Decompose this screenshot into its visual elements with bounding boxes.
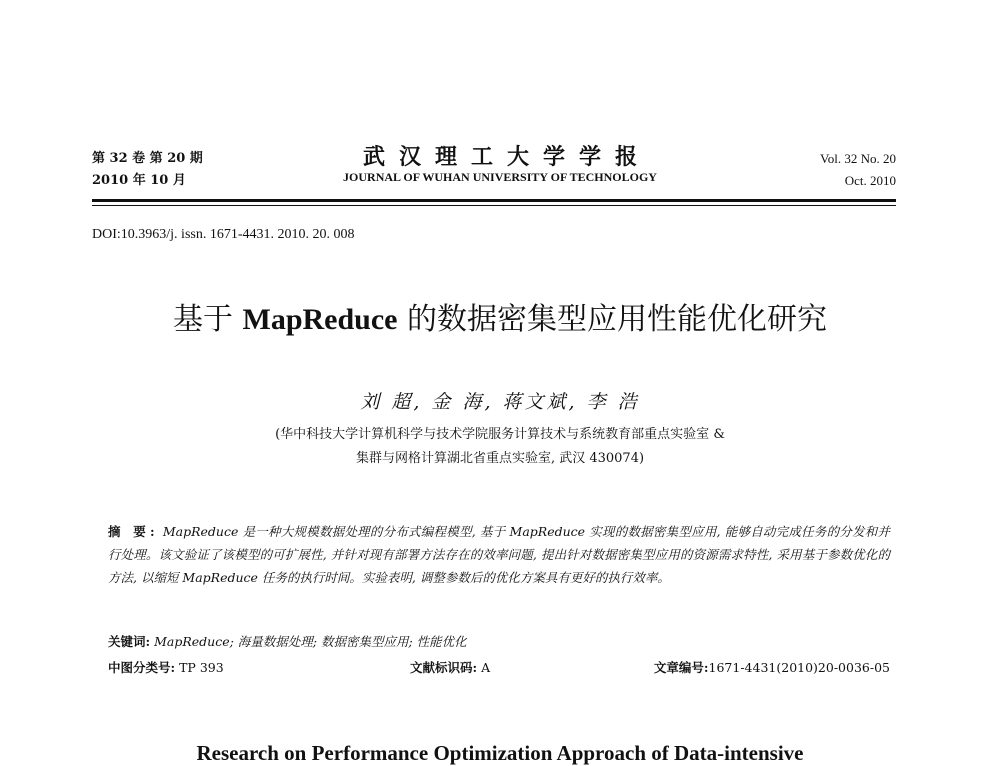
- paper-title-cn: [0, 294, 1000, 338]
- keywords-label: 关键词:: [108, 634, 151, 649]
- title-suffix: 的数据密集型应用性能优化研究: [397, 302, 828, 337]
- keywords-text: MapReduce; 海量数据处理; 数据密集型应用; 性能优化: [150, 634, 467, 649]
- article-no-label: 文章编号:: [653, 660, 709, 675]
- header-rule-thin: [92, 205, 896, 206]
- document-code: [410, 658, 490, 676]
- clc-label: 中图分类号:: [108, 660, 176, 675]
- affiliation-line-1: (华中科技大学计算机科学与技术学院服务计算技术与系统教育部重点实验室 &: [275, 427, 725, 442]
- doc-code-label: 文献标识码:: [410, 660, 478, 675]
- title-keyword: MapReduce: [242, 303, 398, 336]
- abstract: [108, 520, 890, 589]
- volume-issue-en: Vol. 32 No. 20: [820, 151, 896, 166]
- date-cn: 2010 年 10 月: [92, 173, 186, 188]
- clc-number: [108, 658, 224, 676]
- article-no-value: 1671-4431(2010)20-0036-05: [708, 660, 890, 675]
- date-en: Oct. 2010: [844, 173, 896, 188]
- abstract-text: MapReduce 是一种大规模数据处理的分布式编程模型, 基于 MapReduce 实现的数据密集型应用, 能够自动完成任务的分发和并行处理。该文验证了该模型的可扩展性, 并针对现有部署方法存在的效率问题, 提出针对数据密集型应用的资源需求特性, 采用基于参数优化的方法, 以缩短 MapReduce 任务的执行时间。实验表明, 调整参数后的优化方案具有更好的执行效率。: [108, 524, 890, 585]
- title-prefix: 基于: [172, 302, 243, 337]
- keywords: [108, 632, 467, 650]
- volume-issue-cn: 第 32 卷 第 20 期: [92, 151, 203, 166]
- doi: DOI:10.3963/j. issn. 1671-4431. 2010. 20. 008: [92, 227, 355, 242]
- article-number: [654, 658, 890, 676]
- volume-issue-en-block: [820, 148, 896, 192]
- journal-name-en: JOURNAL OF WUHAN UNIVERSITY OF TECHNOLOGY: [343, 170, 657, 184]
- journal-name-cn: 武汉理工大学学报: [362, 144, 651, 170]
- clc-value: TP 393: [175, 660, 224, 675]
- affiliation-line-2: 集群与网格计算湖北省重点实验室, 武汉 430074): [355, 451, 645, 466]
- paper-title-en: Research on Performance Optimization Approach of Data-intensive: [196, 741, 804, 765]
- doc-code-value: A: [477, 660, 491, 675]
- authors: 刘 超, 金 海, 蒋文斌, 李 浩: [360, 391, 640, 413]
- abstract-label: 摘 要:: [108, 524, 159, 539]
- header-rule-thick: [92, 199, 896, 202]
